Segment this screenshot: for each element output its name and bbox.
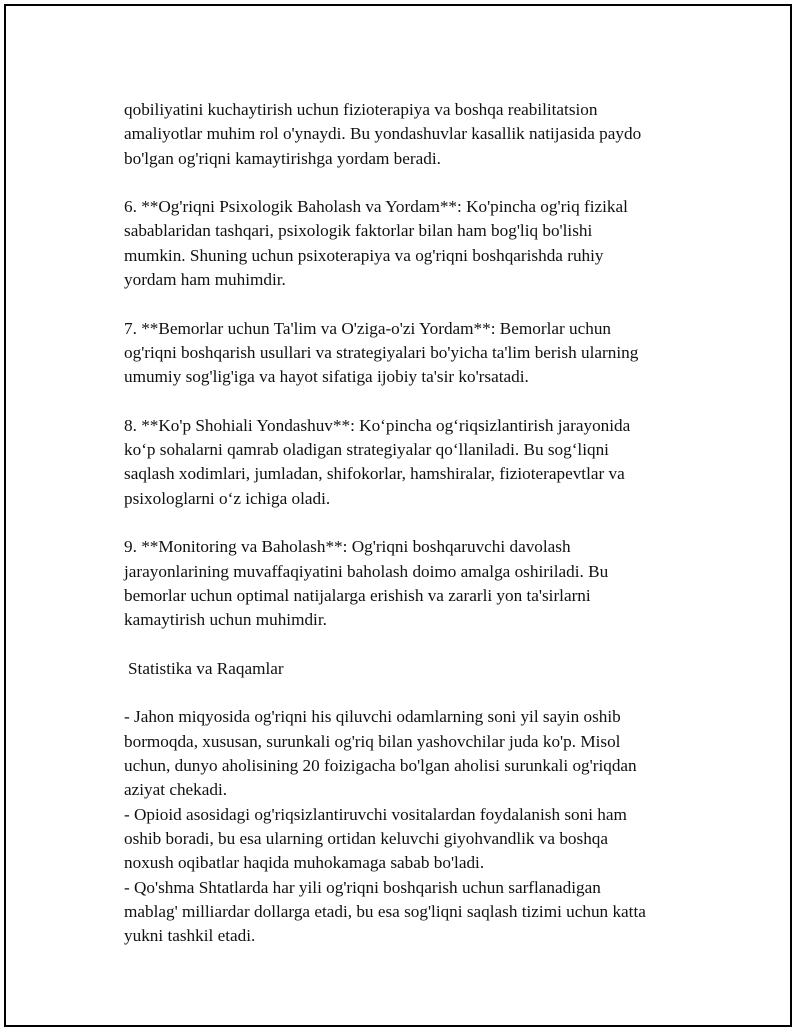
list-item: - Qo'shma Shtatlarda har yili og'riqni boshqarish uchun sarflanadigan mablag' milliardar dollarga etadi, bu esa sog'liqni saqlash tizimi uchun katta yukni tashkil etadi. bbox=[124, 877, 646, 946]
list-item: - Opioid asosidagi og'riqsizlantiruvchi vositalardan foydalanish soni ham oshib boradi, bu esa ularning ortidan keluvchi giyohvandlik va boshqa noxush oqibatlar haqida muhokamaga sabab bo'ladi. bbox=[124, 804, 627, 873]
list-item: - Jahon miqyosida og'riqni his qiluvchi odamlarning soni yil sayin oshib bormoqda, xususan, surunkali og'riq bilan yashovchilar juda ko'p. Misol uchun, dunyo aholisining 20 foizigacha bo'lgan aholisi surunkali og'riqdan aziyat chekadi. bbox=[124, 707, 637, 800]
paragraph-psychological-assessment: 6. **Og'riqni Psixologik Baholash va Yordam**: Ko'pincha og'riq fizikal sabablaridan tashqari, psixologik faktorlar bilan ham bog'liq bo'lishi mumkin. Shuning uchun psixoterapiya va og'riqni boshqarishda ruhiy yordam ham muhimdir. bbox=[124, 197, 628, 290]
statistics-list bbox=[124, 705, 694, 948]
paragraph-rehabilitation: qobiliyatini kuchaytirish uchun fizioterapiya va boshqa reabilitatsion amaliyotlar muhim rol o'ynaydi. Bu yondashuvlar kasallik natijasida paydo bo'lgan og'riqni kamaytirishga yordam beradi. bbox=[124, 100, 642, 168]
document-body bbox=[124, 98, 694, 948]
paragraph-multidisciplinary-approach: 8. **Ko'p Shohiali Yondashuv**: Ko‘pincha og‘riqsizlantirish jarayonida ko‘p sohalarni qamrab oladigan strategiyalar qo‘llaniladi. Bu sog‘liqni saqlash xodimlari, jumladan, shifokorlar, hamshiralar, fizioterapevtlar va psixologlarni o‘z ichiga oladi. bbox=[124, 415, 631, 508]
page-frame bbox=[4, 4, 792, 1027]
section-heading-statistics: Statistika va Raqamlar bbox=[128, 658, 284, 678]
paragraph-patient-education: 7. **Bemorlar uchun Ta'lim va O'ziga-o'zi Yordam**: Bemorlar uchun og'riqni boshqarish usullari va strategiyalari bo'yicha ta'lim berish ularning umumiy sog'lig'iga va hayot sifatiga ijobiy ta'sir ko'rsatadi. bbox=[124, 318, 639, 387]
paragraph-monitoring: 9. **Monitoring va Baholash**: Og'riqni boshqaruvchi davolash jarayonlarining muvaffaqiyatini baholash doimo amalga oshiriladi. Bu bemorlar uchun optimal natijalarga erishish va zararli yon ta'sirlarni kamaytirish uchun muhimdir. bbox=[124, 537, 609, 630]
